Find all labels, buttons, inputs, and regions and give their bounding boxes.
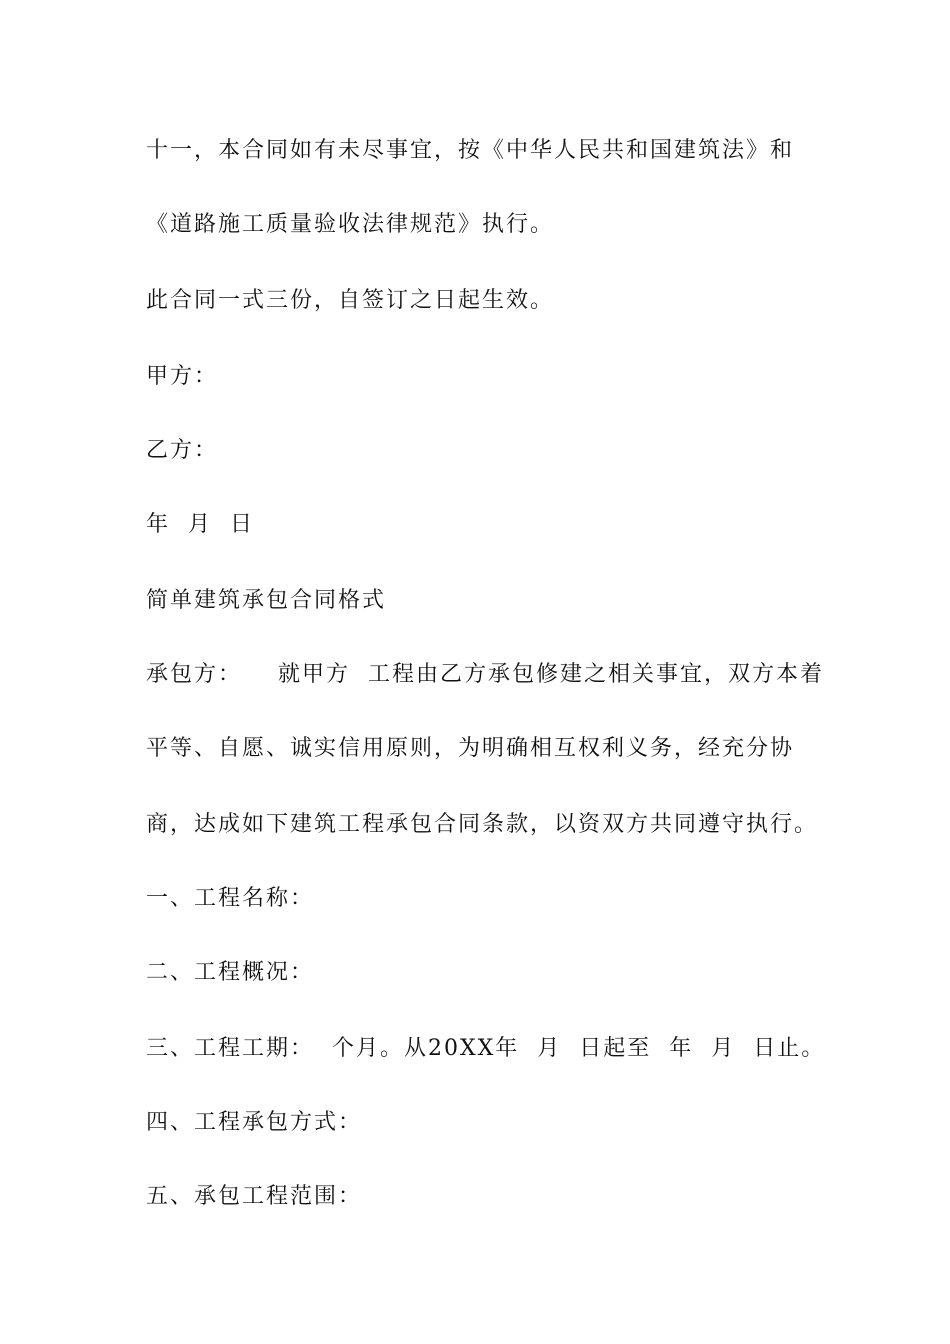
party-b-label: 乙方： (146, 438, 219, 463)
item-project-overview: 二、工程概况： (146, 960, 315, 985)
copies-statement: 此合同一式三份，自签订之日起生效。 (146, 288, 555, 313)
intro-paragraph-line-1: 承包方： 就甲方 工程由乙方承包修建之相关事宜，双方本着 (146, 662, 824, 687)
clause-eleven-line-2: 《道路施工质量验收法律规范》执行。 (146, 212, 555, 237)
item-contract-scope: 五、承包工程范围： (146, 1184, 363, 1209)
clause-eleven-line-1: 十一，本合同如有未尽事宜，按《中华人民共和国建筑法》和 (146, 138, 795, 163)
item-contract-method: 四、工程承包方式： (146, 1110, 363, 1135)
intro-paragraph-line-3: 商，达成如下建筑工程承包合同条款，以资双方共同遵守执行。 (146, 812, 819, 837)
section-title: 简单建筑承包合同格式 (146, 588, 387, 613)
date-line: 年 月 日 (146, 512, 254, 537)
item-project-name: 一、工程名称： (146, 886, 315, 911)
item-project-duration: 三、工程工期： 个月。从20XX年 月 日起至 年 月 日止。 (146, 1036, 826, 1061)
intro-paragraph-line-2: 平等、自愿、诚实信用原则，为明确相互权利义务，经充分协 (146, 736, 795, 761)
party-a-label: 甲方： (146, 364, 219, 389)
